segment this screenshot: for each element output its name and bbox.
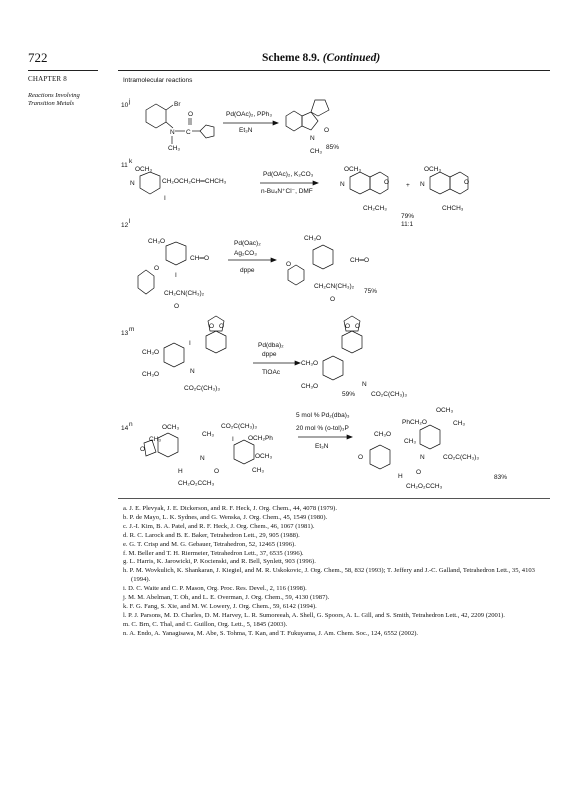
atom-label: O	[286, 261, 292, 268]
cyclohexene-ring	[288, 265, 304, 285]
atom-label: OCH₃	[162, 424, 180, 431]
entry-number: 13	[121, 330, 129, 337]
atom-label: I	[232, 436, 234, 443]
atom-label: O	[416, 469, 422, 476]
atom-label: OCH₃	[424, 166, 442, 173]
entry-13	[121, 316, 407, 398]
atom-label: CO₂C(CH₃)₃	[443, 454, 479, 461]
atom-label: O	[209, 323, 215, 330]
yield: 75%	[364, 288, 378, 295]
benzene-ring	[420, 425, 440, 449]
page-number: 722	[28, 50, 48, 65]
benzene-ring	[234, 440, 254, 464]
atom-label: O	[174, 303, 180, 310]
atom-label: C	[186, 129, 191, 136]
entry-10	[121, 98, 339, 155]
spiro-cyclopentane	[311, 100, 329, 116]
reference-item: g. L. Harris, K. Jarowicki, P. Kocienski, and R. Bell, Synlett, 903 (1996).	[123, 558, 316, 566]
entry-ref: j	[129, 98, 131, 105]
references-rule	[118, 498, 550, 499]
cyclohexene-ring	[206, 331, 226, 353]
benzene-ring	[158, 433, 178, 457]
atom-label: N	[200, 455, 205, 462]
reference-item: m. C. Brn, C. Thal, and C. Guillon, Org. Lett., 5, 1845 (2003).	[123, 620, 288, 628]
yield: 79%	[401, 213, 415, 220]
reference-item: i. D. C. Waite and C. P. Mason, Org. Proc. Res. Devel., 2, 116 (1998).	[123, 585, 307, 593]
atom-label: CH₃	[310, 148, 323, 155]
atom-label: CH₃O	[304, 235, 322, 242]
atom-label: N	[170, 129, 175, 136]
atom-label: H	[398, 473, 403, 480]
entry-number: 10	[121, 102, 129, 109]
pyridine-ring	[140, 172, 160, 194]
atom-label: CH═O	[190, 255, 210, 262]
atom-label: O	[358, 454, 364, 461]
atom-label: CH₂CN(CH₃)₂	[164, 290, 205, 297]
atom-label: CH₃	[202, 431, 215, 438]
pyridine-ring	[430, 172, 450, 194]
atom-label: CH₃	[168, 145, 181, 152]
conditions: Pd(OAc)₂, K₂CO₃	[263, 171, 314, 178]
atom-label: O	[355, 323, 361, 330]
cyclopentene-ring	[200, 125, 214, 138]
plus-sign: +	[406, 182, 410, 189]
atom-label: CH₂CH₃	[363, 205, 387, 212]
conditions: n-Bu₄N⁺Cl⁻, DMF	[261, 188, 313, 195]
atom-label: CH₂O₂CCH₃	[406, 483, 443, 490]
atom-label: CHCH₃	[442, 205, 464, 212]
atom-label: O	[219, 323, 225, 330]
benzene-ring	[286, 111, 302, 131]
conditions: Ag₂CO₃	[234, 250, 257, 257]
atom-label: N	[362, 381, 367, 388]
atom-label: O	[154, 265, 160, 272]
scheme-header-label: Intramolecular reactions	[123, 77, 193, 84]
atom-label: I	[164, 195, 166, 202]
atom-label: I	[189, 340, 191, 347]
pyridine-ring	[350, 172, 370, 194]
entry-12	[121, 218, 377, 310]
atom-label: CH₂CN(CH₃)₂	[314, 283, 355, 290]
top-rule	[118, 70, 550, 71]
conditions: dppe	[240, 267, 255, 274]
atom-label: O	[188, 111, 194, 118]
atom-label: CO₂C(CH₃)₃	[221, 423, 257, 430]
atom-label: CH₂O₂CCH₃	[178, 480, 215, 487]
conditions: 5 mol % Pd₂(dba)₃	[296, 412, 350, 419]
atom-label: CH₃O	[142, 371, 160, 378]
scheme-title: Scheme 8.9. (Continued)	[262, 52, 381, 64]
scheme-subtitle: (Continued)	[322, 52, 381, 64]
atom-label: O	[140, 446, 146, 453]
reference-item: b. P. de Mayo, L. K. Sydnes, and G. Wenska, J. Org. Chem., 45, 1549 (1980).	[123, 513, 328, 521]
yield: 85%	[326, 144, 340, 151]
yield: 59%	[342, 391, 356, 398]
conditions: dppe	[262, 351, 277, 358]
chapter-label: CHAPTER 8	[28, 75, 67, 83]
cyclohexene-ring	[138, 270, 154, 294]
atom-label: O	[345, 323, 351, 330]
entry-number: 12	[121, 222, 129, 229]
benzene-ring	[146, 104, 166, 128]
entry-ref: m	[129, 326, 135, 333]
atom-label: OCH₃	[344, 166, 362, 173]
atom-label: CH₃	[453, 420, 466, 427]
atom-label: PhCH₂O	[402, 419, 427, 426]
atom-label: N	[340, 181, 345, 188]
atom-label: N	[420, 181, 425, 188]
reference-item: h. P. M. Wovkulich, K. Shankaran, J. Kiegiel, and M. R. Uskokovic, J. Org. Chem., 58, 832 (1993); T. Jeffery and J.-C. Galland, Tetrahedron Lett., 35, 4103 (1994).	[123, 567, 535, 584]
entry-ref: k	[129, 158, 133, 165]
reaction-scheme	[118, 90, 558, 495]
benzene-ring	[166, 242, 186, 265]
entry-number: 11	[121, 162, 128, 169]
atom-label: CH₃	[252, 467, 265, 474]
atom-label: OCH₃	[255, 453, 273, 460]
atom-label: CO₂C(CH₃)₃	[184, 385, 220, 392]
atom-label: N	[130, 180, 135, 187]
reference-item: f. M. Beller and T. H. Riermeier, Tetrahedron Lett., 37, 6535 (1996).	[123, 549, 304, 557]
entry-ref: l	[129, 218, 131, 225]
reference-item: j. M. M. Abelman, T. Oh, and L. E. Overman, J. Org. Chem., 59, 4130 (1987).	[123, 594, 330, 602]
atom-label: H	[178, 468, 183, 475]
atom-label: CH₂OCH₂CH═CHCH₃	[162, 178, 227, 185]
benzene-ring	[323, 356, 343, 380]
atom-label: N	[420, 454, 425, 461]
ratio: 11:1	[401, 221, 414, 228]
atom-label: OCH₃	[135, 166, 153, 173]
benzene-ring	[164, 343, 184, 367]
reference-item: d. R. C. Larock and B. E. Baker, Tetrahedron Lett., 29, 905 (1988).	[123, 531, 300, 539]
atom-label: N	[190, 368, 195, 375]
conditions: TlOAc	[262, 369, 281, 376]
atom-label: OCH₃	[436, 407, 454, 414]
atom-label: CH₃O	[301, 360, 319, 367]
atom-label: CH₃O	[142, 349, 160, 356]
left-rule	[28, 70, 98, 71]
atom-label: CH₃O	[374, 431, 392, 438]
atom-label: O	[384, 179, 390, 186]
reference-item: c. J.-I. Kim, B. A. Patel, and R. F. Heck, J. Org. Chem., 46, 1067 (1981).	[123, 522, 315, 530]
reference-item: k. F. G. Fang, S. Xie, and M. W. Lowery, J. Org. Chem., 59, 6142 (1994).	[123, 602, 317, 610]
benzene-ring	[370, 445, 390, 469]
reference-item: a. J. E. Plevyak, J. E. Dickerson, and R. F. Heck, J. Org. Chem., 44, 4078 (1979).	[123, 505, 337, 512]
conditions: Et₃N	[239, 127, 253, 134]
atom-label: CH═O	[350, 257, 370, 264]
atom-label: CH₃	[404, 438, 417, 445]
reference-item: l. P. J. Parsons, M. D. Charles, D. M. Harvey, L. R. Sumoreeah, A. Shell, G. Spoors, A. L. Gill, and S. Smith, Tetrahedron Lett., 42, 2209 (2001).	[123, 611, 505, 619]
conditions: Et₃N	[315, 443, 329, 450]
atom-label: CH₃O	[148, 238, 166, 245]
atom-label: O	[214, 468, 220, 475]
references-list	[123, 505, 553, 639]
section-label: Reactions Involving Transition Metals	[28, 92, 80, 107]
reference-item: n. A. Endo, A. Yanagisawa, M. Abe, S. Tohma, T. Kan, and T. Fukuyama, J. Am. Chem. Soc., 124, 6552 (2002).	[123, 629, 419, 637]
entry-11	[121, 158, 469, 228]
entry-number: 14	[121, 425, 129, 432]
entry-14	[121, 407, 507, 490]
atom-label: O	[464, 179, 470, 186]
atom-label: OCH₂Ph	[248, 435, 273, 442]
cyclohexene-ring	[342, 331, 362, 353]
conditions: Pd(Oac)₂	[234, 240, 261, 247]
conditions: Pd(OAc)₂, PPh₃	[226, 111, 272, 118]
yield: 83%	[494, 474, 508, 481]
atom-label: Br	[174, 101, 181, 108]
atom-label: CH₃O	[301, 383, 319, 390]
benzene-ring	[313, 245, 333, 269]
atom-label: N	[310, 135, 315, 142]
atom-label: CH₃	[149, 436, 162, 443]
conditions: 20 mol % (o-tol)₃P	[296, 425, 349, 432]
reference-item: e. G. T. Crisp and M. G. Gebauer, Tetrahedron, 52, 12465 (1996).	[123, 540, 296, 548]
conditions: Pd(dba)₂	[258, 342, 284, 349]
atom-label: CO₂C(CH₃)₃	[371, 391, 407, 398]
atom-label: I	[175, 272, 177, 279]
atom-label: O	[324, 127, 330, 134]
entry-ref: n	[129, 421, 133, 428]
atom-label: O	[330, 296, 336, 303]
